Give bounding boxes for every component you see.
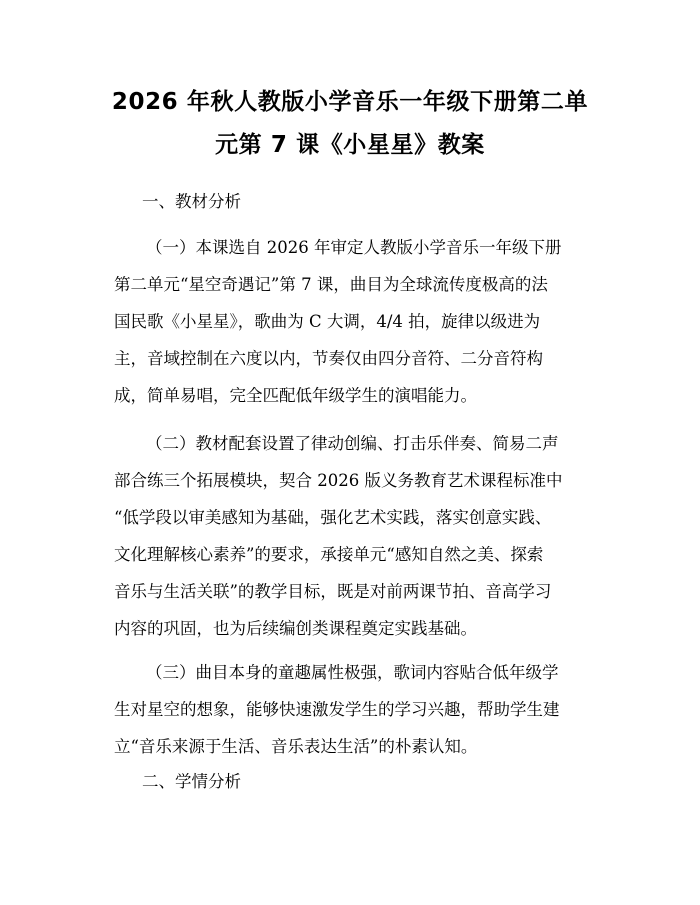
paragraph-line: 生对星空的想象，能够快速激发学生的学习兴趣，帮助学生建 [114,700,560,719]
paragraph-line: 主，音域控制在六度以内，节奏仅由四分音符、二分音符构 [114,349,543,368]
paragraph-line: 部合练三个拓展模块，契合 2026 版义务教育艺术课程标准中 [114,471,563,490]
paragraph-line: 文化理解核心素养”的要求，承接单元“感知自然之美、探索 [114,545,544,564]
paragraph-line: （二）教材配套设置了律动创编、打击乐伴奏、简易二声 [146,434,559,453]
paragraph-3 [114,654,596,765]
paragraph-2 [114,425,596,647]
paragraph-line: 音乐与生活关联”的教学目标，既是对前两课节拍、音高学习 [114,582,552,601]
document-title-line-1: 2026 年秋人教版小学音乐一年级下册第二单 [111,89,589,115]
paragraph-line: 立“音乐来源于生活、音乐表达生活”的朴素认知。 [114,737,478,756]
paragraph-1 [114,229,596,414]
paragraph-line: 内容的巩固，也为后续编创类课程奠定实践基础。 [114,619,477,638]
paragraph-line: 成，简单易唱，完全匹配低年级学生的演唱能力。 [114,386,477,405]
paragraph-line: 国民歌《小星星》，歌曲为 C 大调，4/4 拍，旋律以级进为 [114,312,541,331]
document-title-line-2: 元第 7 课《小星星》教案 [215,132,485,158]
paragraph-line: 第二单元“星空奇遇记”第 7 课，曲目为全球流传度极高的法 [114,275,548,294]
paragraph-line: “低学段以审美感知为基础，强化艺术实践，落实创意实践、 [114,508,552,527]
section-heading-textbook-analysis: 一、教材分析 [142,192,241,211]
paragraph-line: （一）本课选自 2026 年审定人教版小学音乐一年级下册 [146,238,562,257]
section-heading-learner-analysis: 二、学情分析 [142,772,241,791]
paragraph-line: （三）曲目本身的童趣属性极强，歌词内容贴合低年级学 [146,663,559,682]
